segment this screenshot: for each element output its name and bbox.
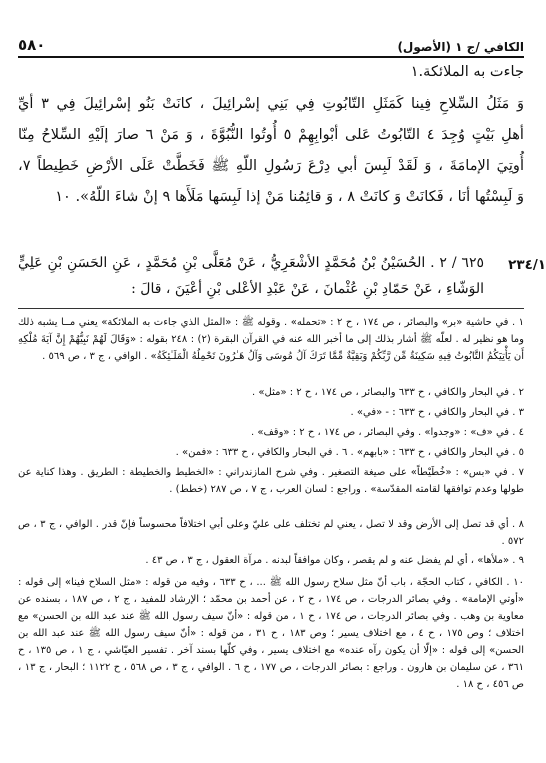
footnote-4: ٤ . في «ف» : «وجدوا» . وفي البصائر ، ص ١٧٤ ، ح ٢ : «وقف» .: [250, 427, 524, 438]
footnote-9: ٩ . «ملأها» ، أي لم يفضل عنه و لم يقصر ، وكان موافقاً لبدنه . مرآة العقول ، ج ٣ ، ص ٤٣ .: [145, 555, 524, 566]
page-header: [18, 30, 524, 54]
footnote-10: ١٠ . الكافي ، كتاب الحجّة ، باب أنّ مثل سلاح رسول الله ﷺ ... ، ح ٦٣٣ ، وفيه من قوله : «مثل السلاح فينا» إلى قوله : «أوتي الإمامة» . وفي بصائر الدرجات ، ص ١٧٤ ، ح ٢ ، عن أحمد بن محمّد ؛ الإرشاد للمفيد ، ج ٢ ، ص ١٨٧ ، بسنده عن معاوية بن وهب . وفي بصائر الدرجات ، ص ١٧٤ ، ح ١ ، من قوله : «أنّ سيف رسول الله ﷺ عند عبد الله بن الحسن» مع اختلاف ؛ وص ١٧٥ ، ح ٤ ، مع اختلاف يسير ؛ وص ١٨٣ ، ح ٣١ ، من قوله : «أنّ سيف رسول الله ﷺ عند عبد الله بن الحسن» إلى قوله : «إلّا أن يكون رآه عنده» مع اختلاف يسير ، وفي كلّها بسند آخر . تفسير العيّاشي ، ج ١ ، ص ١٣٥ ، ح ٣٦١ ، عن سليمان بن هارون . وراجع : بصائر الدرجات ، ص ١٧٧ ، ح ٦ . الوافي ، ج ٣ ، ص ٥٦٨ ، ح ١١٢٢ ؛ البحار ، ج ١٣ ، ص ٤٥٦ ، ح ١٨ .: [18, 577, 525, 690]
footnote-5-6: ٥ . في البحار والكافي ، ح ٦٣٣ : «بابهم» . ٦ . في البحار والكافي ، ح ٦٣٣ : «فمن» .: [175, 447, 524, 458]
footnote-7: ٧ . في «بس» : «خُطَيْطاً» على صيغة التصغير . وفي شرح المازندراني : «الخطيط والخطيطة : الطريق . وهذا كناية عن طولها وعدم توافقها لقامته المقدّسة» . وراجع : لسان العرب ، ج ٧ ، ص ٢٨٧ (خطط) .: [18, 467, 524, 495]
hadith-isnad-line-1: ٦٢٥ / ٢ . الحُسَيْنُ بْنُ مُحَمَّدٍ الأشْعَرِيُّ ، عَنْ مُعَلَّى بْنِ مُحَمَّدٍ ، عَنِ الحَسَنِ بْنِ عَلِيٍّ: [18, 255, 484, 271]
footnote-2: ٢ . في البحار والكافي ، ح ٦٣٣ والبصائر ، ص ١٧٤ ، ح ٢ : «مثل» .: [252, 387, 524, 398]
footnote-1: ١ . في حاشية «بر» والبصائر ، ص ١٧٤ ، ح ٢ : «تحمله» . وقوله ﷺ : «المثل الذي جاءت به الملائكة» يعني مــا يشبه ذلك وما هو نظير له . لعلّه ﷺ أشار بذلك إلى ما أخبر الله عنه في القرآن البقرة (٢) : ٢٤٨ بقوله : «وَقَالَ لَهُمْ نَبِيُّهُمْ إِنَّ آيَةَ مُلْكِهِ أَن يَأْتِيَكُمُ التَّابُوتُ فِيهِ سَكِينَةٌ مِّن رَّبِّكُمْ وَبَقِيَّةٌ مِّمَّا تَرَكَ آلُ مُوسَى وَآلُ هَـٰرُونَ تَحْمِلُهُ الْمَلَـٰئِكَةُ» . الوافي ، ج ٣ ، ص ٥٦٩ .: [18, 317, 525, 362]
hadith-isnad-line-2: الوَشّاءِ ، عَنْ حَمّادِ بْنِ عُثْمانَ ، عَنْ عَبْدِ الأعْلى بْنِ أعْيَنَ ، قالَ :: [131, 281, 484, 297]
running-title: الكافي /ج ١ (الأصول): [397, 40, 524, 54]
page-number: ٥٨٠: [18, 36, 46, 54]
footnote-8: ٨ . أي قد تصل إلى الأرض وقد لا تصل ، يعني لم تختلف على عليّ وعلى أبي اختلافاً محسوساً فإنّ قدر . الوافي ، ج ٣ ، ص ٥٧٢ .: [18, 519, 524, 547]
main-text-line-3: أهلِ بَيْتٍ وُجِدَ ٤ التّابُوتُ عَلى أبْوابِهِمْ ٥ أُوتُوا النُّبُوَّةَ ، وَ مَنْ ٦ صارَ إلَيْهِ السِّلاحُ مِنّا: [18, 126, 524, 143]
main-text-line-2: وَ مَثَلُ السِّلاحِ فِينا كَمَثَلِ التّابُوتِ فِي بَنِي إسْرائِيلَ ، كانَتْ بَنُو إسْرائِيلَ فِي ٣ أيِّ: [18, 95, 524, 112]
header-rule: [18, 56, 524, 58]
footnote-3: ٣ . في البحار والكافي ، ح ٦٣٣ : - «في» .: [350, 407, 524, 418]
main-text-line-4: أُوتِيَ الإمامَةَ ، وَ لَقَدْ لَبِسَ أبي دِرْعَ رَسُولِ اللّهِ ﷺ فَخَطَّتْ عَلَى الأرْضِ خَطِيطاً ٧،: [18, 157, 524, 174]
hadith-reference-number: ٢٣٤/١: [508, 257, 546, 273]
footnotes-rule: [18, 308, 524, 309]
main-text-line-1: جاءت به الملائكة.١: [410, 63, 524, 80]
main-text-line-5: وَ لَبِسْتُها أنَا ، فَكانَتْ وَ كانَتْ ٨ ، وَ قائِمُنا مَنْ إذا لَبِسَها مَلَأَها ٩ إنْ شاءَ اللّهُ». ١٠: [55, 188, 524, 205]
